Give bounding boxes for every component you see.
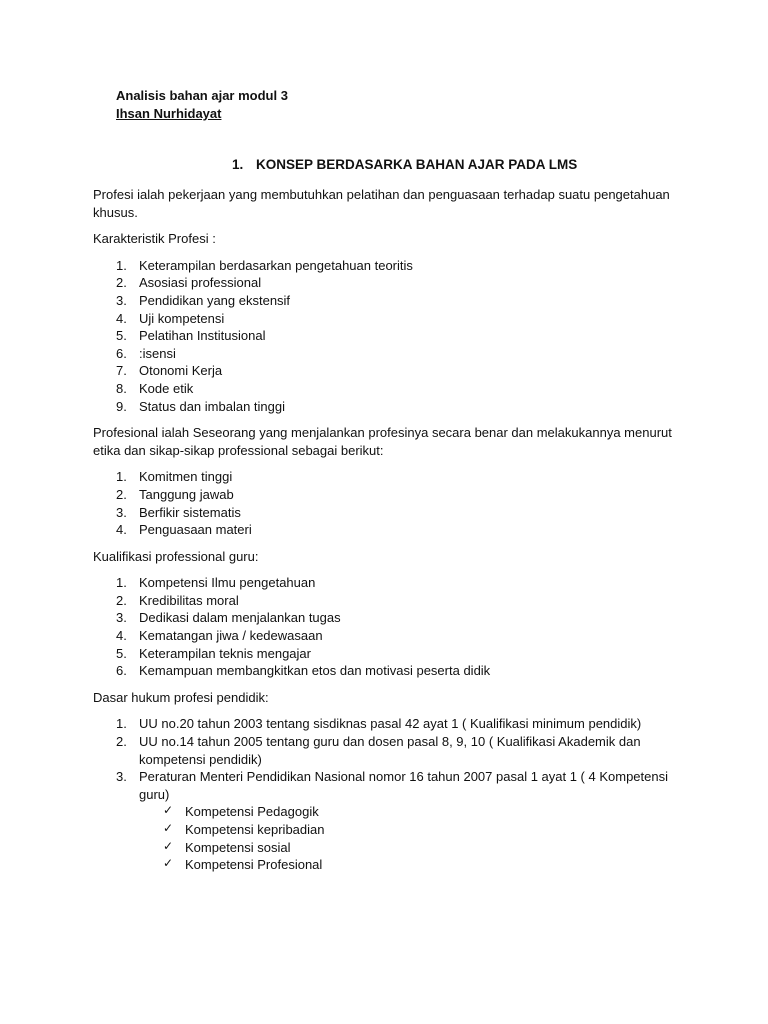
checkmark-icon: ✓ <box>163 838 174 853</box>
check-item: ✓ Kompetensi Profesional <box>163 856 323 873</box>
dasar-hukum-title: Dasar hukum profesi pendidik: <box>93 689 269 705</box>
check-item: ✓ Kompetensi kepribadian <box>163 821 325 837</box>
list-item: 1. UU no.20 tahun 2003 tentang sisdiknas pasal 42 ayat 1 ( Kualifikasi minimum pendidik) <box>116 716 642 732</box>
section-title: KONSEP BERDASARKA BAHAN AJAR PADA LMS <box>256 157 578 172</box>
profesional-paragraph: Profesional ialah Seseorang yang menjalankan profesinya secara benar dan melakukannya menurut etika dan sikap-sikap professional sebagai berikut: <box>93 425 672 458</box>
list-item: 7. Otonomi Kerja <box>116 363 223 379</box>
list-item: 4. Penguasaan materi <box>116 522 252 538</box>
kualifikasi-title: Kualifikasi professional guru: <box>93 548 259 564</box>
document-body <box>93 186 683 883</box>
checkmark-icon: ✓ <box>163 821 174 835</box>
list-item: 6. :isensi <box>116 345 176 361</box>
list-item: 4. Kematangan jiwa / kedewasaan <box>116 628 323 644</box>
check-item: ✓ Kompetensi Pedagogik <box>163 803 319 820</box>
list-item: 3. Pendidikan yang ekstensif <box>116 292 291 308</box>
author-name: Ihsan Nurhidayat <box>116 106 222 121</box>
list-item: 5. Keterampilan teknis mengajar <box>116 645 311 661</box>
list-item: 2. Tanggung jawab <box>116 486 234 502</box>
list-item: 3. Berfikir sistematis <box>116 504 241 520</box>
section-heading <box>232 156 577 174</box>
list-item: 2. Asosiasi professional <box>116 275 262 291</box>
checkmark-icon: ✓ <box>163 803 174 818</box>
document-header <box>116 87 288 123</box>
document-title: Analisis bahan ajar modul 3 <box>116 88 288 103</box>
list-item: 2. Kredibilitas moral <box>116 592 239 608</box>
list-item: 3. Dedikasi dalam menjalankan tugas <box>116 610 341 626</box>
intro-paragraph: Profesi ialah pekerjaan yang membutuhkan pelatihan dan penguasaan terhadap suatu pengetahuan khusus. <box>93 187 670 220</box>
list-item: 8. Kode etik <box>116 380 194 396</box>
profesional-list <box>93 468 683 538</box>
list-item: 4. Uji kompetensi <box>116 310 225 326</box>
list-item: 2. UU no.14 tahun 2005 tentang guru dan dosen pasal 8, 9, 10 ( Kualifikasi Akademik dan kompetensi pendidik) <box>116 734 641 767</box>
checkmark-icon: ✓ <box>163 856 174 871</box>
section-number: 1. <box>232 157 244 172</box>
kompetensi-checklist <box>139 803 683 873</box>
list-item: 1. Komitmen tinggi <box>116 469 233 485</box>
list-item: 9. Status dan imbalan tinggi <box>116 398 285 414</box>
list-item: 3. Peraturan Menteri Pendidikan Nasional nomor 16 tahun 2007 pasal 1 ayat 1 ( 4 Kompetensi guru) ✓ Kompetensi Pedagogik ✓ Kompetensi kepribadian ✓ Kompetensi sosial ✓ Kompetensi Profesional <box>93 768 683 874</box>
karakteristik-title: Karakteristik Profesi : <box>93 231 216 247</box>
list-item: 6. Kemampuan membangkitkan etos dan motivasi peserta didik <box>116 663 491 679</box>
list-item: 1. Kompetensi Ilmu pengetahuan <box>116 575 316 591</box>
karakteristik-list <box>93 257 683 415</box>
list-item: 5. Pelatihan Institusional <box>116 328 266 344</box>
list-item: 1. Keterampilan berdasarkan pengetahuan teoritis <box>116 257 413 273</box>
dasar-hukum-list <box>93 715 683 873</box>
check-item: ✓ Kompetensi sosial <box>163 838 291 855</box>
kualifikasi-list <box>93 574 683 680</box>
